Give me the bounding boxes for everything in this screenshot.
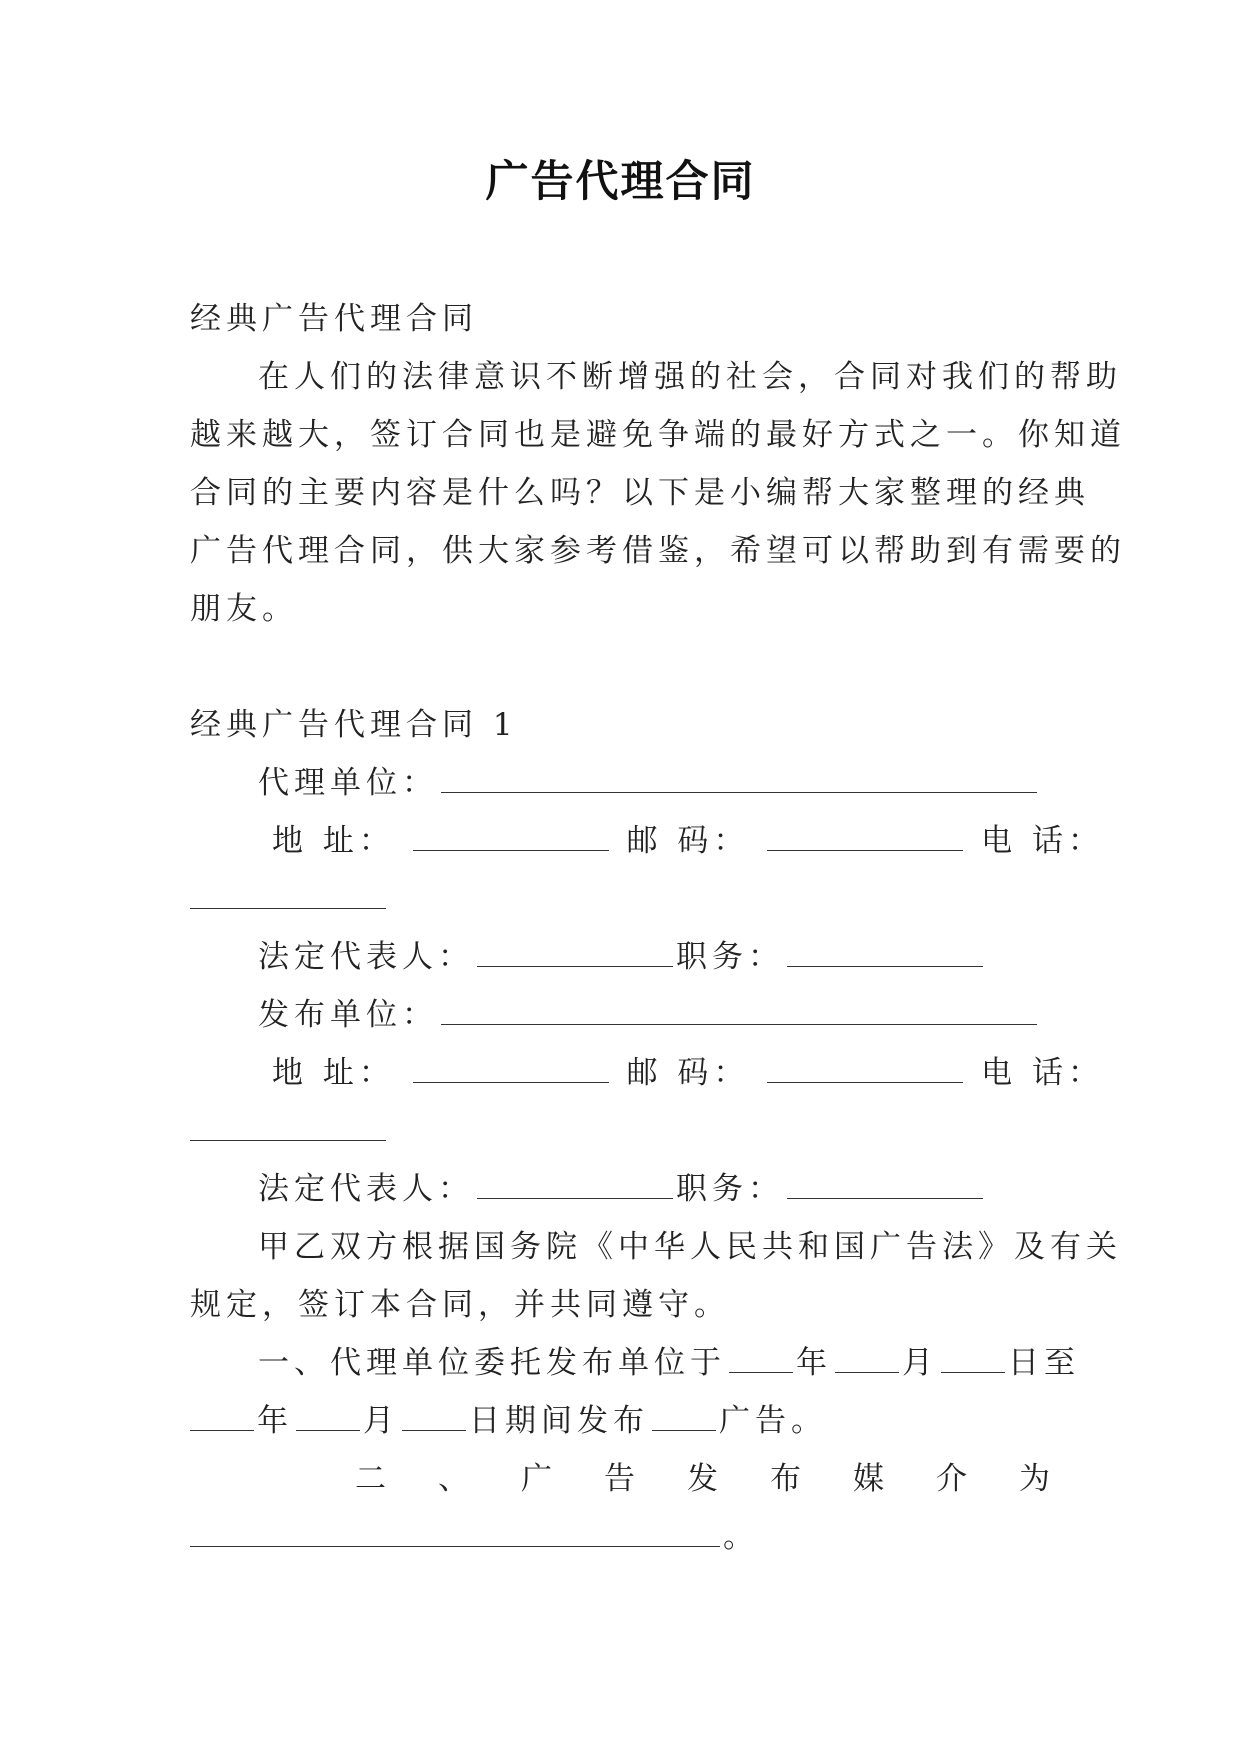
publisher-unit-blank bbox=[441, 1002, 1037, 1025]
publisher-postcode-label: 邮 码： bbox=[626, 1055, 750, 1091]
subtitle: 经典广告代理合同 bbox=[190, 301, 478, 337]
publisher-postcode-blank bbox=[767, 1060, 963, 1083]
publisher-rep-blank bbox=[477, 1176, 673, 1199]
clause2-char: 二 bbox=[355, 1461, 386, 1497]
intro-line-5: 朋友。 bbox=[190, 591, 298, 627]
publisher-unit-line bbox=[190, 986, 1050, 1044]
clause2-media-blank bbox=[190, 1524, 720, 1547]
publisher-contact-line bbox=[190, 1044, 1105, 1102]
agent-unit-line bbox=[190, 754, 1050, 812]
clause2-char: 广 bbox=[521, 1461, 552, 1497]
clause1-year-label: 年 bbox=[796, 1345, 832, 1381]
agent-rep-label: 法定代表人： bbox=[258, 939, 474, 975]
document-title: 广告代理合同 bbox=[485, 157, 756, 207]
clause1-start-month-blank bbox=[835, 1350, 899, 1373]
intro-line-4: 广告代理合同，供大家参考借鉴，希望可以帮助到有需要的 bbox=[190, 533, 1126, 569]
publisher-address-blank bbox=[413, 1060, 609, 1083]
clause2-line-2 bbox=[190, 1508, 1050, 1566]
publisher-phone-blank bbox=[190, 1118, 386, 1141]
agent-contact-line bbox=[190, 812, 1105, 870]
publisher-phone-line bbox=[190, 1102, 1050, 1160]
intro-line-1: 在人们的法律意识不断增强的社会，合同对我们的帮助 bbox=[258, 359, 1122, 395]
clause1-end-year-label: 年 bbox=[257, 1403, 293, 1439]
agent-position-label: 职务： bbox=[676, 939, 784, 975]
clause2-char: 为 bbox=[1019, 1461, 1050, 1497]
agent-unit-blank bbox=[441, 770, 1037, 793]
clause2-char: 媒 bbox=[853, 1461, 884, 1497]
intro-line-3: 合同的主要内容是什么吗？以下是小编帮大家整理的经典 bbox=[190, 475, 1090, 511]
basis-line-1: 甲乙双方根据国务院《中华人民共和国广告法》及有关 bbox=[258, 1229, 1122, 1265]
clause2-char: 告 bbox=[604, 1461, 635, 1497]
clause1-end-year-blank bbox=[190, 1408, 254, 1431]
clause2-end: 。 bbox=[723, 1519, 759, 1555]
clause1-end-day-blank bbox=[402, 1408, 466, 1431]
agent-position-blank bbox=[787, 944, 983, 967]
clause1-ad-name-blank bbox=[652, 1408, 716, 1431]
intro-line-2: 越来越大，签订合同也是避免争端的最好方式之一。你知道 bbox=[190, 417, 1126, 453]
clause1-ad-label: 广告。 bbox=[719, 1403, 827, 1439]
publisher-position-label: 职务： bbox=[676, 1171, 784, 1207]
publisher-unit-label: 发布单位： bbox=[258, 997, 438, 1033]
clause1-day-to-label: 日至 bbox=[1008, 1345, 1080, 1381]
publisher-address-label: 地 址： bbox=[272, 1055, 395, 1091]
document-body bbox=[190, 290, 1126, 1566]
clause1-month-label: 月 bbox=[902, 1345, 938, 1381]
clause1-start-day-blank bbox=[941, 1350, 1005, 1373]
publisher-position-blank bbox=[787, 1176, 983, 1199]
agent-rep-blank bbox=[477, 944, 673, 967]
agent-address-blank bbox=[413, 828, 609, 851]
clause2-char: 、 bbox=[438, 1461, 469, 1497]
publisher-rep-label: 法定代表人： bbox=[258, 1171, 474, 1207]
clause2-char: 布 bbox=[770, 1461, 801, 1497]
clause1-start-year-blank bbox=[729, 1350, 793, 1373]
clause1-line-1 bbox=[190, 1334, 1080, 1392]
agent-postcode-label: 邮 码： bbox=[626, 823, 750, 859]
clause2-line-1 bbox=[190, 1450, 1050, 1508]
clause2-char: 发 bbox=[687, 1461, 718, 1497]
agent-phone-blank bbox=[190, 886, 386, 909]
clause1-end-month-blank bbox=[296, 1408, 360, 1431]
basis-line-2: 规定，签订本合同，并共同遵守。 bbox=[190, 1287, 730, 1323]
agent-unit-label: 代理单位： bbox=[258, 765, 438, 801]
agent-address-label: 地 址： bbox=[272, 823, 395, 859]
agent-rep-line bbox=[190, 928, 1050, 986]
agent-phone-line bbox=[190, 870, 1050, 928]
agent-phone-label: 电 话： bbox=[981, 823, 1105, 859]
section-heading: 经典广告代理合同 1 bbox=[190, 707, 518, 743]
clause1-intro: 一、代理单位委托发布单位于 bbox=[258, 1345, 726, 1381]
clause2-char: 介 bbox=[936, 1461, 967, 1497]
clause1-line-2 bbox=[190, 1392, 1050, 1450]
publisher-phone-label: 电 话： bbox=[981, 1055, 1105, 1091]
agent-postcode-blank bbox=[767, 828, 963, 851]
clause1-end-month-label: 月 bbox=[363, 1403, 399, 1439]
clause1-period-label: 日期间发布 bbox=[469, 1403, 649, 1439]
publisher-rep-line bbox=[190, 1160, 1050, 1218]
